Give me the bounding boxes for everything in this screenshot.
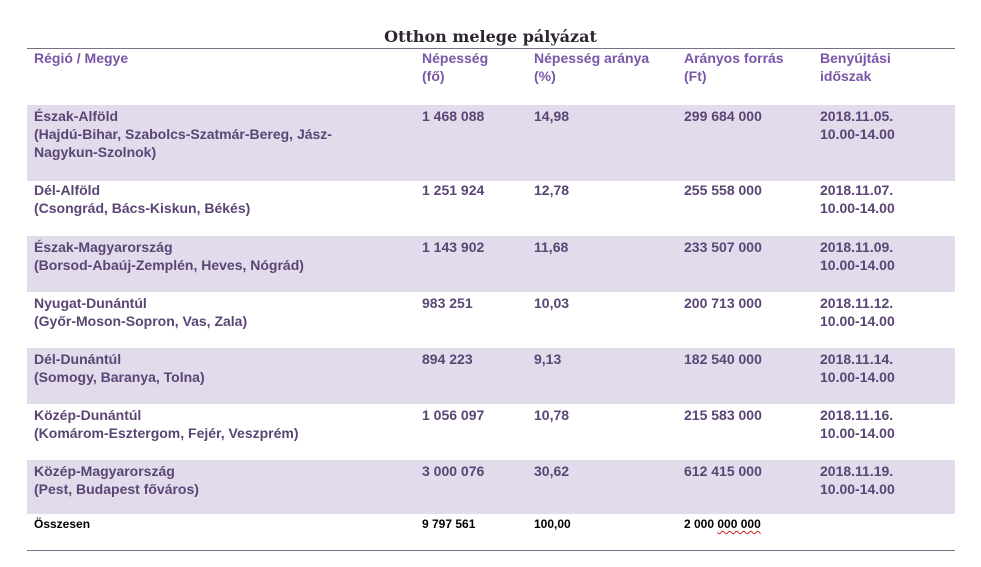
share-cell: 10,78	[534, 407, 570, 423]
header-funding-label: Arányos forrás	[684, 50, 784, 66]
table-row	[27, 179, 955, 236]
region-name: Dél-Alföld	[34, 182, 101, 198]
region-cell	[34, 462, 199, 498]
region-counties: (Somogy, Baranya, Tolna)	[34, 369, 205, 385]
period-time: 10.00-14.00	[820, 369, 895, 385]
period-cell	[820, 406, 895, 442]
population-cell: 983 251	[422, 295, 473, 311]
population-cell: 3 000 076	[422, 463, 485, 479]
period-time: 10.00-14.00	[820, 126, 895, 142]
header-funding-unit: (Ft)	[684, 68, 707, 84]
population-cell: 1 468 088	[422, 108, 485, 124]
region-name: Nyugat-Dunántúl	[34, 295, 147, 311]
population-cell: 1 056 097	[422, 407, 485, 423]
table-row	[27, 460, 955, 514]
region-counties: (Pest, Budapest főváros)	[34, 481, 199, 497]
table-header-row	[27, 48, 955, 100]
funding-cell: 233 507 000	[684, 239, 762, 255]
region-cell	[34, 238, 304, 274]
period-time: 10.00-14.00	[820, 200, 895, 216]
region-counties: (Borsod-Abaúj-Zemplén, Heves, Nógrád)	[34, 257, 304, 273]
share-cell: 30,62	[534, 463, 570, 479]
population-cell: 1 143 902	[422, 239, 485, 255]
period-date: 2018.11.07.	[820, 182, 894, 198]
period-date: 2018.11.16.	[820, 407, 894, 423]
header-population-label: Népesség	[422, 50, 489, 66]
period-cell	[820, 181, 895, 217]
region-counties: (Komárom-Esztergom, Fejér, Veszprém)	[34, 425, 299, 441]
header-period	[820, 49, 891, 85]
share-cell: 14,98	[534, 108, 570, 124]
header-period-line2: időszak	[820, 68, 872, 84]
period-date: 2018.11.09.	[820, 239, 894, 255]
table-row	[27, 105, 955, 181]
period-cell	[820, 107, 895, 143]
period-date: 2018.11.05.	[820, 108, 894, 124]
region-name: Közép-Dunántúl	[34, 407, 142, 423]
header-funding	[684, 49, 784, 85]
header-population	[422, 49, 488, 85]
funding-cell: 215 583 000	[684, 407, 762, 423]
header-share-label: Népesség aránya	[534, 50, 650, 66]
region-cell	[34, 406, 299, 442]
region-cell	[34, 294, 247, 330]
header-share-unit: (%)	[534, 68, 556, 84]
period-cell	[820, 350, 895, 386]
period-time: 10.00-14.00	[820, 313, 895, 329]
funding-cell: 612 415 000	[684, 463, 762, 479]
period-time: 10.00-14.00	[820, 481, 895, 497]
region-counties: (Győr-Moson-Sopron, Vas, Zala)	[34, 313, 248, 329]
region-name: Közép-Magyarország	[34, 463, 175, 479]
funding-cell: 299 684 000	[684, 108, 762, 124]
header-share	[534, 49, 649, 85]
funding-cell: 182 540 000	[684, 351, 762, 367]
document-title: Otthon melege pályázat	[384, 27, 597, 46]
table-row	[27, 236, 955, 292]
share-cell: 12,78	[534, 182, 570, 198]
period-date: 2018.11.14.	[820, 351, 894, 367]
region-name: Észak-Magyarország	[34, 239, 173, 255]
funding-cell: 255 558 000	[684, 182, 762, 198]
header-population-unit: (fő)	[422, 68, 445, 84]
period-cell	[820, 238, 895, 274]
period-cell	[820, 294, 895, 330]
region-cell	[34, 181, 250, 217]
table-row	[27, 348, 955, 404]
period-date: 2018.11.19.	[820, 463, 894, 479]
share-cell: 11,68	[534, 239, 569, 255]
region-cell	[34, 107, 332, 161]
region-cell	[34, 350, 205, 386]
region-counties-cont: Nagykun-Szolnok)	[34, 144, 157, 160]
region-counties: (Csongrád, Bács-Kiskun, Békés)	[34, 200, 251, 216]
period-time: 10.00-14.00	[820, 425, 895, 441]
share-cell: 9,13	[534, 351, 562, 367]
period-time: 10.00-14.00	[820, 257, 895, 273]
population-cell: 894 223	[422, 351, 473, 367]
total-population: 9 797 561	[422, 517, 476, 531]
header-period-line1: Benyújtási	[820, 50, 891, 66]
region-name: Dél-Dunántúl	[34, 351, 122, 367]
total-share: 100,00	[534, 517, 571, 531]
funding-cell: 200 713 000	[684, 295, 762, 311]
period-date: 2018.11.12.	[820, 295, 894, 311]
region-name: Észak-Alföld	[34, 108, 119, 124]
total-label: Összesen	[34, 517, 91, 531]
population-cell: 1 251 924	[422, 182, 485, 198]
total-funding-prefix: 2 000	[684, 517, 715, 531]
table-row	[27, 404, 955, 460]
total-funding-suffix: 000 000	[717, 517, 761, 531]
share-cell: 10,03	[534, 295, 570, 311]
table-total-row	[27, 513, 955, 543]
region-counties: (Hajdú-Bihar, Szabolcs-Szatmár-Bereg, Jász-	[34, 126, 332, 142]
header-region: Régió / Megye	[34, 50, 129, 66]
period-cell	[820, 462, 895, 498]
total-funding	[684, 515, 761, 533]
table-row	[27, 292, 955, 348]
table-bottom-rule	[27, 550, 955, 551]
